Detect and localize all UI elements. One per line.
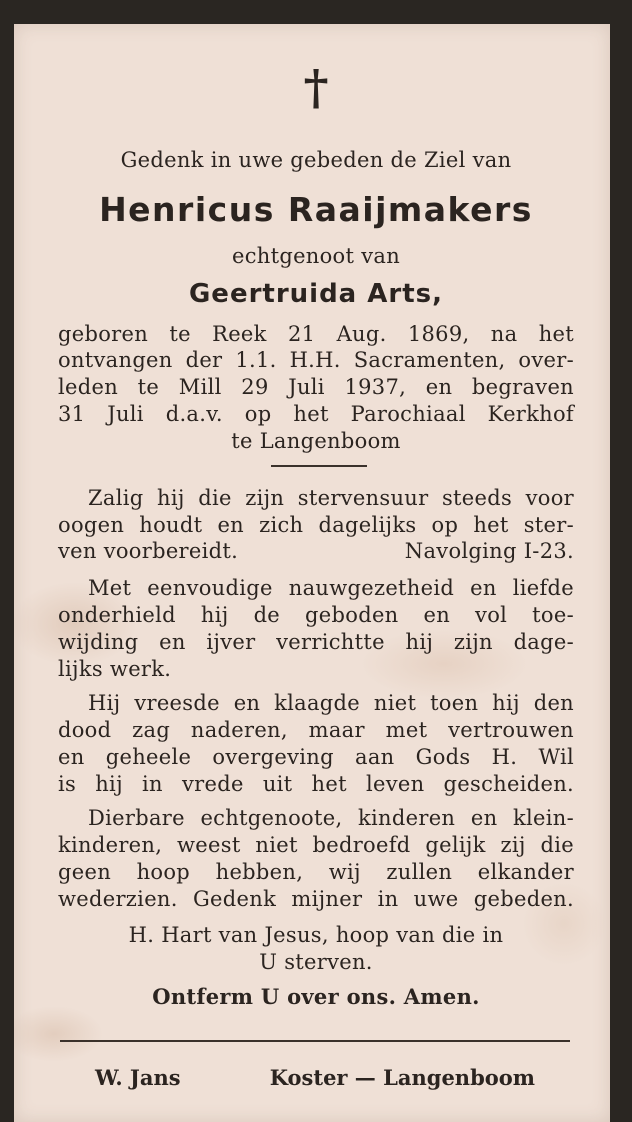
spouse-name: Geertruida Arts, [188, 279, 444, 309]
printer-trade: Koster — Langenboom [269, 1065, 535, 1090]
paragraph-line: geen hoop hebben, wij zullen elkander [58, 860, 574, 884]
intro-text: Gedenk in uwe gebeden de Ziel van [120, 148, 512, 172]
prayer-line: H. Hart van Jesus, hoop van die in [128, 923, 504, 947]
quote-source: Navolging I-23. [404, 539, 574, 563]
paragraph-line: wederzien. Gedenk mijner in uwe gebeden. [58, 887, 574, 911]
spouse-intro: echtgenoot van [231, 244, 401, 268]
paragraph-line: is hij in vrede uit het leven gescheiden. [58, 772, 574, 796]
paragraph-line: wijding en ijver verrichtte hij zijn dage- [58, 630, 574, 654]
bio-line: te Langenboom [231, 429, 401, 453]
paragraph-line: dood zag naderen, maar met vertrouwen [58, 718, 574, 742]
short-divider [271, 465, 367, 467]
paragraph-line: Met eenvoudige nauwgezetheid en liefde [88, 576, 574, 600]
printer-line [95, 1065, 535, 1091]
bio-line: leden te Mill 29 Juli 1937, en begraven [58, 375, 574, 399]
paragraph-line: en geheele overgeving aan Gods H. Wil [58, 745, 574, 769]
paragraph-line: kinderen, weest niet bedroefd gelijk zij die [58, 833, 574, 857]
quote-line: oogen houdt en zich dagelijks op het ster- [58, 513, 574, 537]
bio-line: ontvangen der 1.1. H.H. Sacramenten, over- [58, 348, 574, 372]
cross-icon: † [303, 60, 329, 116]
closing-prayer: Ontferm U over ons. Amen. [152, 984, 480, 1009]
bio-line: 31 Juli d.a.v. op het Parochiaal Kerkhof [58, 402, 574, 426]
printer-name: W. Jans [95, 1065, 181, 1090]
quote-line: ven voorbereidt. [58, 539, 239, 563]
quote-last-line [58, 538, 574, 564]
footer-divider [60, 1040, 570, 1042]
quote-line: Zalig hij die zijn stervensuur steeds voor [88, 486, 574, 510]
paragraph-line: Dierbare echtgenoote, kinderen en klein- [88, 806, 574, 830]
bio-line: geboren te Reek 21 Aug. 1869, na het [58, 322, 574, 346]
paragraph-line: onderhield hij de geboden en vol toe- [58, 603, 574, 627]
paragraph-line: lijks werk. [58, 657, 172, 681]
deceased-name: Henricus Raaijmakers [99, 190, 533, 229]
paragraph-line: Hij vreesde en klaagde niet toen hij den [88, 691, 574, 715]
prayer-line: U sterven. [259, 950, 373, 974]
